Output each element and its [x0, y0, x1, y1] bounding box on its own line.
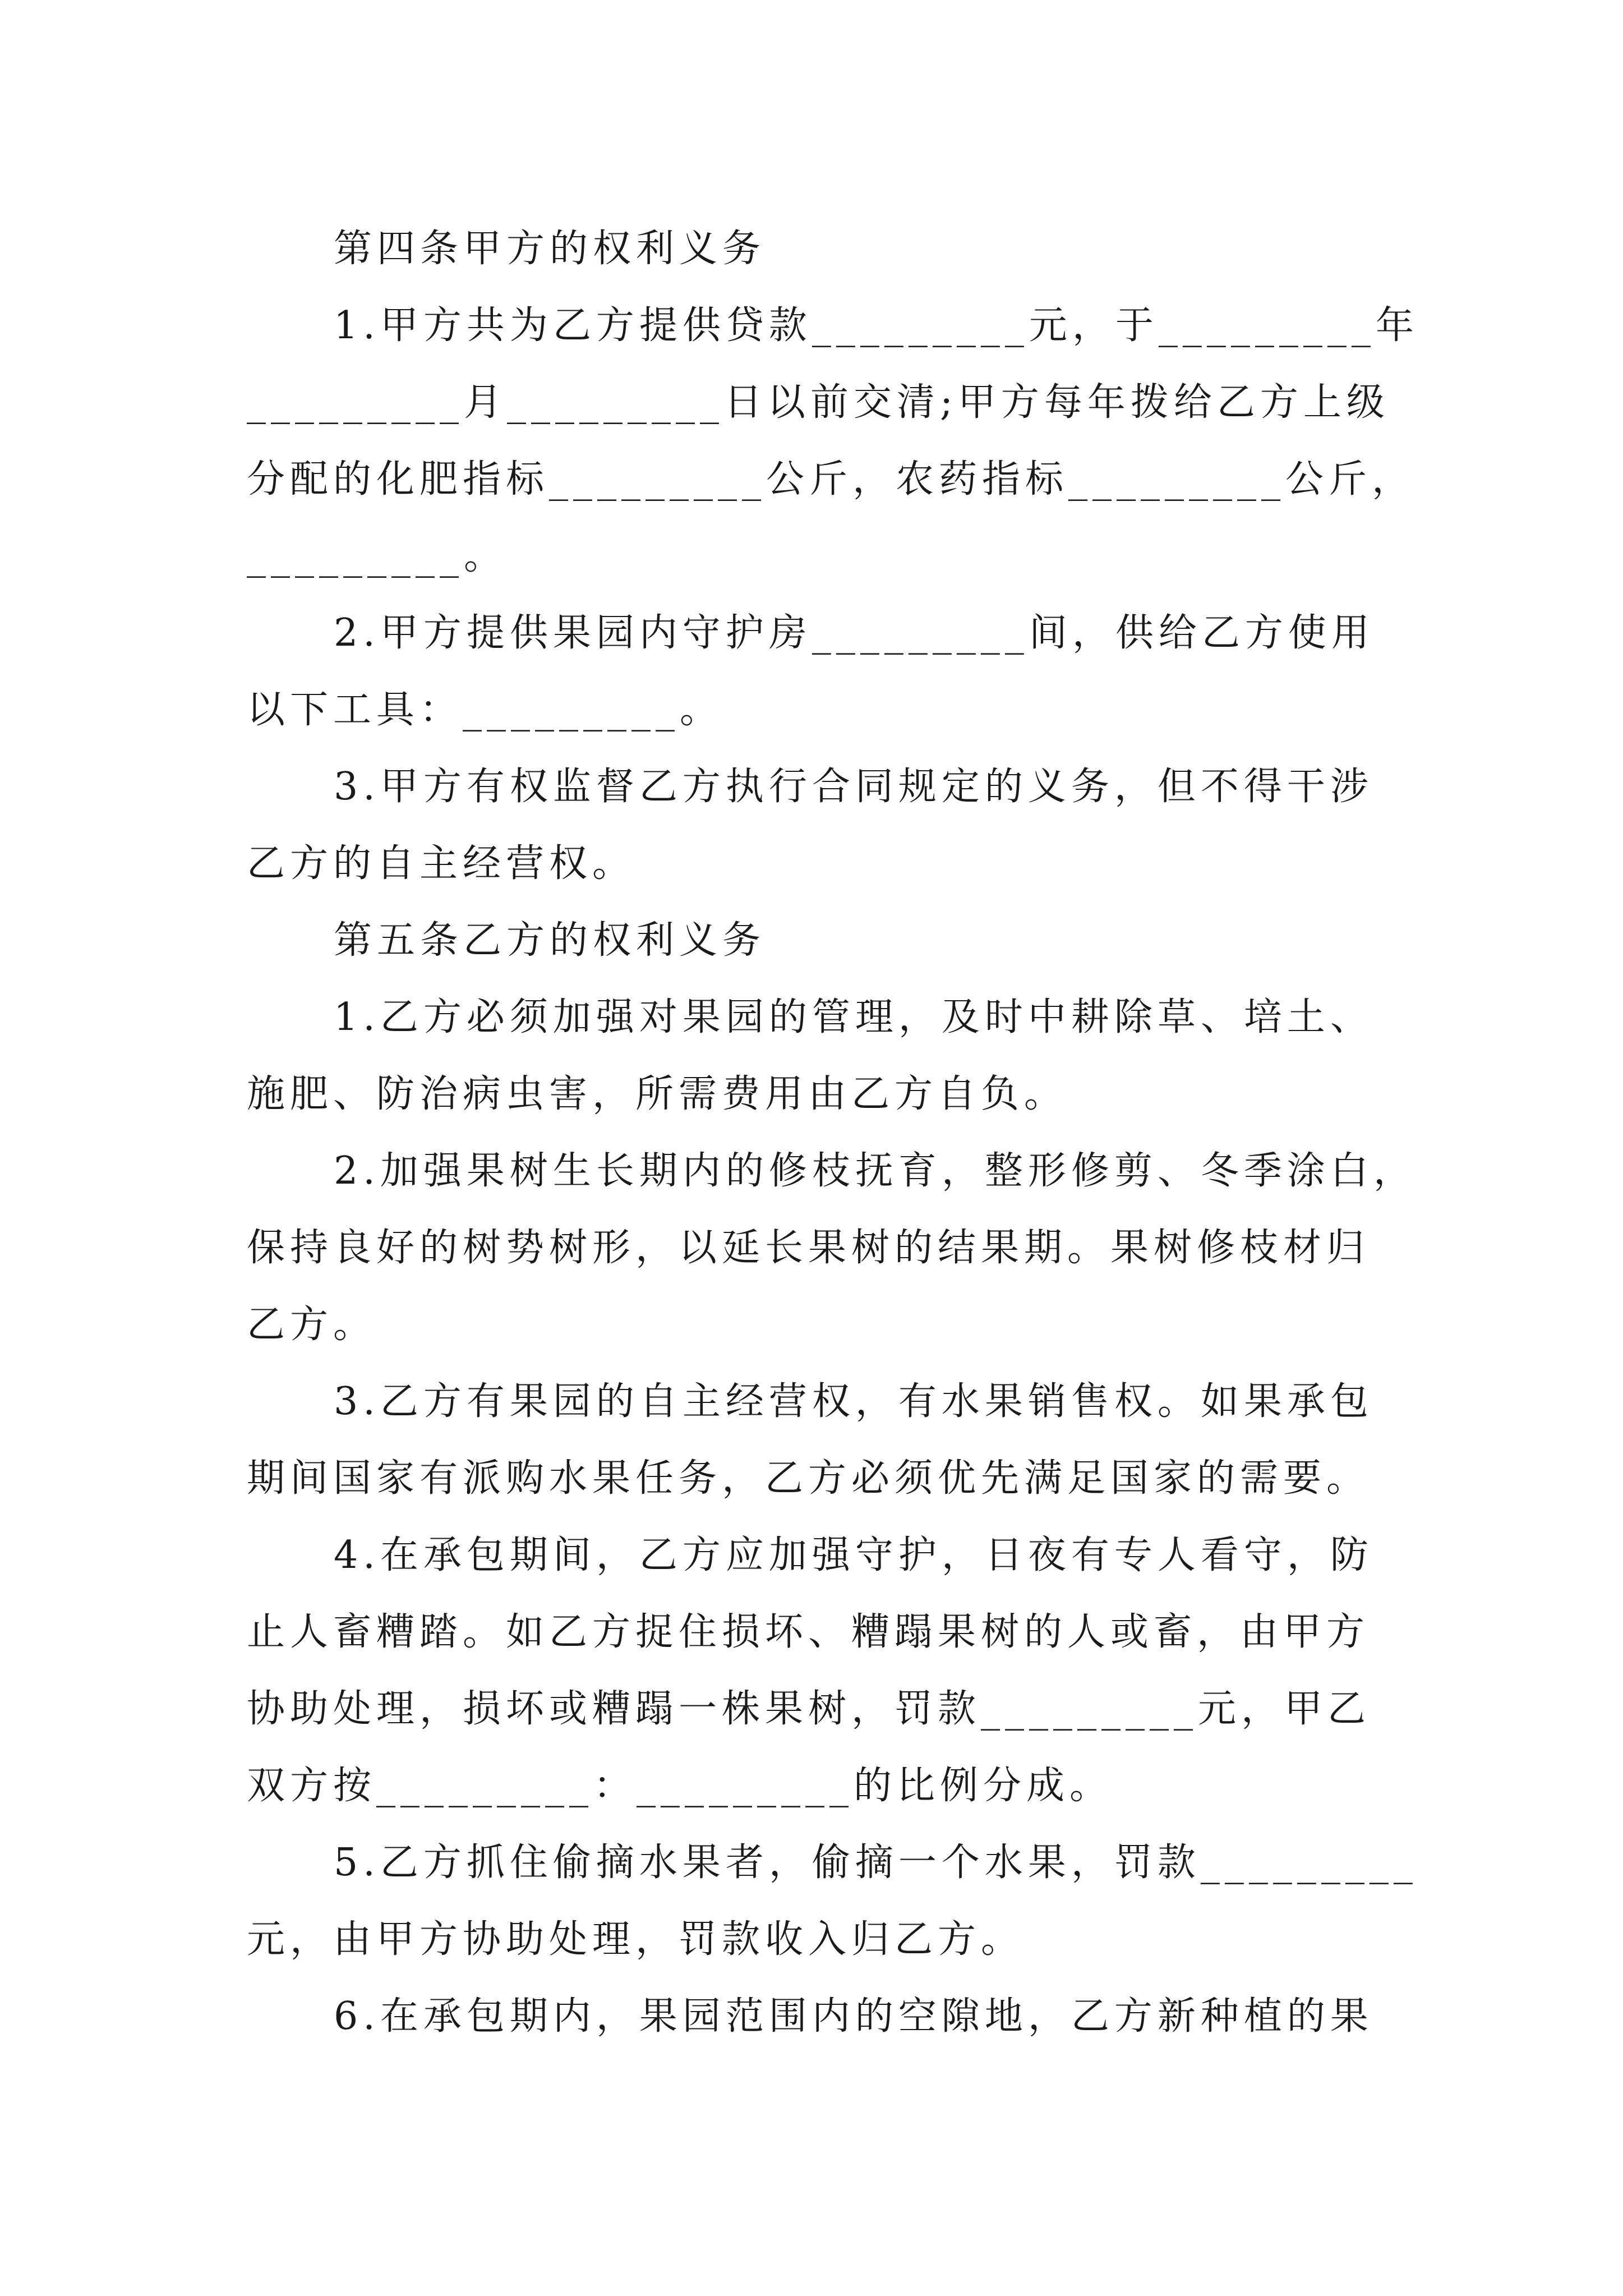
- document-line: 乙方。: [247, 1303, 377, 1347]
- document-line: 2.甲方提供果园内守护房_________间，供给乙方使用: [334, 611, 1375, 655]
- document-line: 保持良好的树势树形，以延长果树的结果期。果树修枝材归: [247, 1226, 1370, 1270]
- document-line: _________月_________日以前交清;甲方每年拨给乙方上级: [247, 380, 1390, 425]
- document-line: 协助处理，损坏或糟蹋一株果树，罚款_________元，甲乙: [247, 1687, 1371, 1731]
- document-line: 期间国家有派购水果任务，乙方必须优先满足国家的需要。: [247, 1456, 1370, 1501]
- document-line: 乙方的自主经营权。: [247, 841, 636, 886]
- document-line: 以下工具：_________。: [247, 688, 723, 732]
- document-line: 第四条甲方的权利义务: [334, 227, 766, 271]
- document-line: 分配的化肥指标_________公斤，农药指标_________公斤，: [247, 457, 1415, 501]
- document-line: 施肥、防治病虫害，所需费用由乙方自负。: [247, 1072, 1068, 1116]
- document-line: 3.甲方有权监督乙方执行合同规定的义务，但不得干涉: [334, 765, 1373, 809]
- document-line: _________。: [247, 534, 508, 578]
- document-line: 第五条乙方的权利义务: [334, 918, 766, 963]
- document-line: 3.乙方有果园的自主经营权，有水果销售权。如果承包: [334, 1379, 1373, 1424]
- document-line: 元，由甲方协助处理，罚款收入归乙方。: [247, 1917, 1025, 1962]
- document-line: 6.在承包期内，果园范围内的空隙地，乙方新种植的果: [334, 1994, 1373, 2039]
- document-line: 1.乙方必须加强对果园的管理，及时中耕除草、培土、: [334, 995, 1373, 1039]
- document-line: 2.加强果树生长期内的修枝抚育，整形修剪、冬季涂白，: [334, 1149, 1417, 1193]
- document-line: 止人畜糟踏。如乙方捉住损坏、糟蹋果树的人或畜，由甲方: [247, 1610, 1370, 1654]
- document-body: [247, 210, 1419, 2055]
- document-line: 5.乙方抓住偷摘水果者，偷摘一个水果，罚款_________: [334, 1841, 1418, 1885]
- document-line: 1.甲方共为乙方提供贷款_________元，于_________年: [334, 303, 1419, 348]
- document-line: 4.在承包期间，乙方应加强守护，日夜有专人看守，防: [334, 1533, 1373, 1577]
- document-line: 双方按_________：_________的比例分成。: [247, 1764, 1113, 1808]
